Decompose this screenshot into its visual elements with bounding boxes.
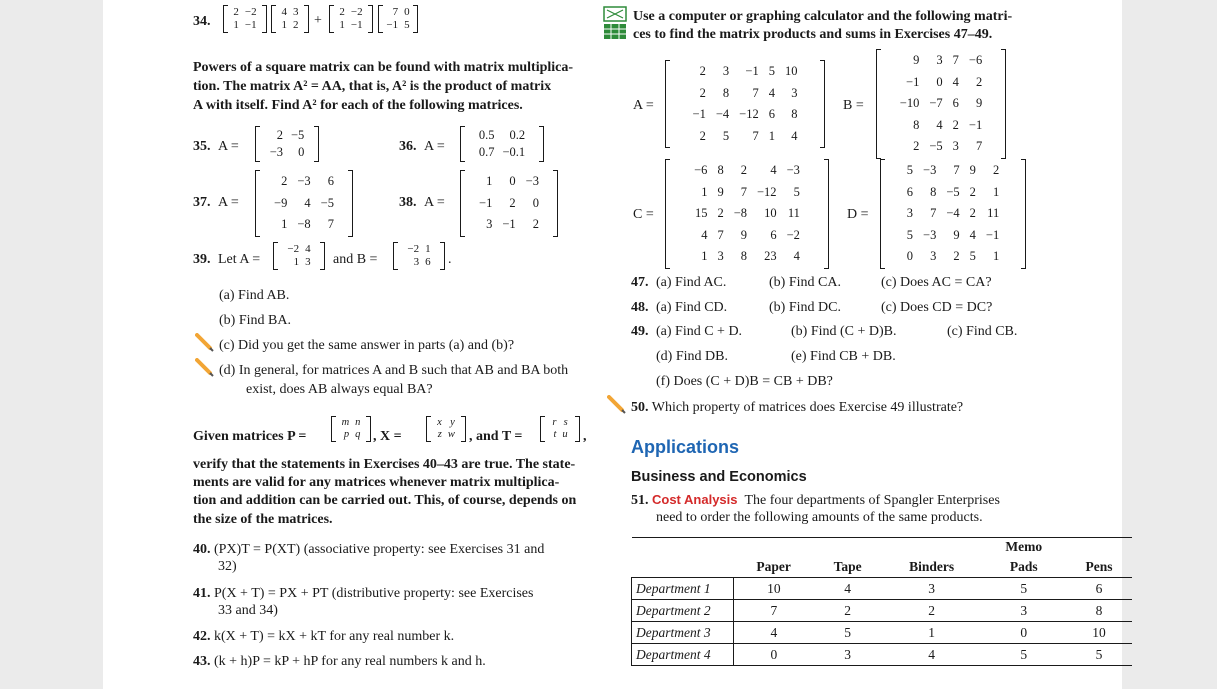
pencil-icon: [195, 358, 215, 378]
exercise-40-number: 40.: [193, 542, 211, 557]
matrix-entry: 4: [770, 163, 777, 177]
matrix-entry: −7: [929, 96, 943, 110]
matrix-entry: −2: [407, 243, 420, 255]
matrix-entry: 6: [770, 227, 777, 242]
table-cell: 10: [1066, 622, 1132, 644]
matrix-entry: −12: [739, 107, 759, 121]
matrix-entry: n: [355, 417, 361, 428]
matrix-entry: 2: [969, 206, 976, 220]
matrix-entry: 2: [975, 74, 983, 89]
matrix-entry: 3: [722, 64, 730, 78]
matrix-entry: 6: [425, 256, 431, 268]
matrix-entry: −4: [715, 107, 730, 121]
matrix-entry: 2: [699, 64, 706, 78]
table-cell: 6: [1066, 578, 1132, 600]
matrix-entry: −3: [923, 163, 937, 177]
ex37-label: A =: [218, 195, 239, 210]
matrix-entry: m: [341, 417, 350, 428]
table-head-top-5: [1066, 538, 1132, 557]
exercise-48-number: 48.: [631, 300, 649, 315]
matrix-entry: 7: [953, 163, 960, 177]
ex49e: (e) Find CB + DB.: [791, 349, 896, 364]
matrix-entry: 4: [281, 6, 287, 18]
table-cell: 7: [734, 600, 814, 622]
table-cell: Department 2: [632, 600, 734, 622]
matrix-entry: 6: [952, 96, 959, 110]
ex49f: (f) Does (C + D)B = CB + DB?: [656, 374, 833, 389]
ex39b: [219, 311, 291, 331]
matrix-entry: 5: [906, 163, 914, 177]
matrix-a: [665, 61, 825, 147]
matrix-entry: 9: [740, 227, 747, 242]
table-head-pads: Pads: [982, 557, 1066, 578]
matrix-entry: −1: [479, 195, 493, 210]
table-row: [632, 600, 1133, 622]
matrix-entry: −2: [786, 227, 800, 242]
given-text: Given matrices P =: [193, 429, 307, 444]
pencil-icon: [607, 395, 627, 415]
matrix-entry: p: [343, 429, 350, 440]
table-head-paper: Paper: [734, 557, 814, 578]
matrix-entry: −3: [525, 174, 539, 188]
ex43-text: (k + h)P = kP + hP for any real numbers k and h.: [214, 654, 486, 669]
ex39a-label: (a): [219, 288, 235, 303]
matrix-entry: 7: [930, 206, 937, 220]
matrix-entry: 2: [532, 217, 539, 231]
matrix-entry: 1: [339, 19, 345, 31]
exercise-34-number: 34.: [193, 14, 211, 29]
matrix-entry: 2: [699, 85, 706, 100]
matrix-entry: −3: [786, 163, 800, 177]
table-cell: 3: [882, 578, 982, 600]
matrix-entry: −1: [968, 117, 983, 132]
matrix-entry: 2: [699, 128, 706, 143]
matrix-entry: 0: [298, 145, 305, 159]
ex39-let-a: Let A =: [218, 252, 261, 267]
ex50-text: Which property of matrices does Exercise 49 illustrate?: [651, 400, 964, 415]
matrix-entry: −2: [244, 6, 257, 18]
ex36-label: A =: [424, 139, 445, 154]
matrix-entry: 7: [740, 184, 747, 199]
given-end: ,: [583, 429, 587, 444]
matrix-entry: 2: [913, 139, 920, 153]
matrix-c: [665, 160, 829, 268]
matrix-entry: 6: [906, 184, 914, 199]
matrix-entry: −1: [386, 19, 399, 31]
matrix-x: [426, 417, 466, 441]
calc-instructions-line-2: ces to find the matrix products and sums in Exercises 47–49.: [633, 27, 993, 42]
matrix-entry: 2: [992, 163, 1000, 177]
table-cell: Department 4: [632, 644, 734, 666]
matrix-entry: 0.5: [478, 128, 495, 142]
table-head-tape: Tape: [814, 557, 882, 578]
ex34-matrix-3: [329, 6, 373, 32]
business-heading: Business and Economics: [631, 469, 807, 485]
matrix-entry: 1: [992, 249, 1000, 263]
ex40-line-2: 32): [218, 559, 237, 574]
matrix-entry: 11: [787, 206, 800, 220]
verify-line-1: verify that the statements in Exercises 40–43 are true. The state-: [193, 457, 576, 472]
ex39-and-b: and B =: [333, 252, 378, 267]
matrix-entry: −0.1: [502, 145, 526, 159]
table-head-top-3: [882, 538, 982, 557]
matrix-entry: 4: [701, 227, 708, 242]
matrix-entry: 1: [701, 184, 708, 199]
ex39-matrix-a: [273, 243, 325, 269]
ex39c-text: Did you get the same answer in parts (a) and (b)?: [238, 338, 515, 353]
exercise-37-number: 37.: [193, 195, 211, 210]
ex39d-label: (d): [219, 363, 236, 378]
matrix-t: [540, 417, 580, 441]
matrix-c-label: C =: [633, 207, 654, 222]
given-t: , and T =: [469, 429, 523, 444]
matrix-entry: 0: [509, 174, 516, 188]
ex39b-text: Find BA.: [238, 313, 291, 328]
matrix-entry: −1: [502, 217, 516, 231]
ex39c: [219, 336, 514, 356]
matrix-entry: 4: [768, 85, 775, 100]
table-head-0: [632, 557, 734, 578]
textbook-page: [103, 0, 1122, 689]
matrix-entry: −1: [244, 19, 257, 31]
matrix-entry: 1: [486, 174, 493, 188]
matrix-entry: 3: [791, 85, 798, 100]
matrix-entry: −5: [291, 128, 305, 142]
ex49a: (a) Find C + D.: [656, 324, 743, 339]
matrix-entry: −2: [350, 6, 363, 18]
matrix-entry: −1: [692, 107, 706, 121]
ex37-matrix: [255, 171, 353, 236]
matrix-entry: 9: [953, 227, 960, 242]
table-cell: 3: [982, 600, 1066, 622]
exercise-42-number: 42.: [193, 629, 211, 644]
ex41-line-1: P(X + T) = PX + PT (distributive property: see Exercises: [214, 586, 534, 601]
table-head-top-1: [734, 538, 814, 557]
matrix-entry: 7: [327, 217, 334, 231]
table-cell: 4: [734, 622, 814, 644]
ex34-plus: +: [314, 13, 322, 28]
ex36-matrix: [460, 127, 544, 161]
matrix-entry: −5: [320, 195, 334, 210]
matrix-entry: 1: [701, 249, 708, 263]
table-head-binders: Binders: [882, 557, 982, 578]
table-cell: 2: [882, 600, 982, 622]
matrix-entry: 9: [975, 96, 983, 110]
matrix-entry: 8: [913, 117, 920, 132]
matrix-entry: −5: [929, 139, 943, 153]
matrix-entry: 3: [486, 217, 493, 231]
table-cell: 0: [982, 622, 1066, 644]
exercise-42: [193, 627, 454, 647]
exercise-39-number: 39.: [193, 252, 211, 267]
matrix-entry: 1: [425, 243, 431, 255]
matrix-entry: x: [437, 417, 442, 428]
matrix-entry: 9: [969, 163, 976, 177]
table-head-top-4: Memo: [982, 538, 1066, 557]
matrix-a-label: A =: [633, 98, 654, 113]
matrix-entry: 5: [793, 184, 800, 199]
matrix-entry: 8: [717, 163, 724, 177]
table-cell: 8: [1066, 600, 1132, 622]
table-cell: 5: [1066, 644, 1132, 666]
matrix-entry: 1: [768, 128, 775, 143]
matrix-entry: −3: [269, 145, 283, 159]
matrix-entry: −8: [297, 217, 311, 231]
matrix-entry: 7: [975, 139, 983, 153]
table-cell: Department 3: [632, 622, 734, 644]
matrix-d-label: D =: [847, 207, 869, 222]
exercise-35-number: 35.: [193, 139, 211, 154]
matrix-entry: 9: [717, 184, 724, 199]
matrix-entry: 7: [717, 227, 724, 242]
ex39-end: .: [448, 252, 452, 267]
matrix-entry: 2: [339, 6, 345, 18]
matrix-entry: 3: [936, 53, 943, 67]
matrix-entry: −1: [745, 64, 759, 78]
matrix-entry: 8: [722, 85, 730, 100]
ex34-matrix-1: [223, 6, 267, 32]
verify-line-2: ments are valid for any matrices whenever matrix multiplica-: [193, 475, 560, 490]
given-x: , X =: [373, 429, 402, 444]
calculator-icon: [603, 6, 627, 40]
matrix-entry: 0: [906, 249, 914, 263]
table-cell: 0: [734, 644, 814, 666]
ex39b-label: (b): [219, 313, 236, 328]
ex47a: (a) Find AC.: [656, 275, 727, 290]
matrix-entry: 2: [740, 163, 747, 177]
matrix-entry: 2: [233, 6, 239, 18]
matrix-entry: 0: [936, 74, 943, 89]
matrix-entry: 5: [906, 227, 914, 242]
table-cell: 5: [814, 622, 882, 644]
matrix-entry: −3: [923, 227, 937, 242]
matrix-entry: 3: [293, 6, 299, 18]
table-cell: 5: [982, 578, 1066, 600]
matrix-entry: −12: [757, 184, 777, 199]
ex39d-line-2: exist, does AB always equal BA?: [246, 382, 433, 397]
exercise-50: [631, 398, 963, 418]
table-cell: Department 1: [632, 578, 734, 600]
matrix-entry: 10: [784, 64, 798, 78]
matrix-entry: −5: [946, 184, 960, 199]
matrix-entry: −1: [906, 74, 920, 89]
exercise-38-number: 38.: [399, 195, 417, 210]
matrix-entry: 3: [413, 256, 420, 268]
matrix-entry: 8: [740, 249, 747, 263]
matrix-entry: 11: [987, 206, 1000, 220]
ex47b: (b) Find CA.: [769, 275, 841, 290]
ex39d-line-1: In general, for matrices A and B such that AB and BA both: [238, 363, 569, 378]
matrix-d: [880, 160, 1026, 268]
ex35-matrix: [255, 127, 319, 161]
matrix-entry: 7: [752, 128, 759, 143]
matrix-entry: 5: [768, 64, 775, 78]
matrix-entry: −6: [968, 53, 983, 67]
table-row: [632, 578, 1133, 600]
exercise-51-number: 51.: [631, 493, 649, 508]
exercise-43: [193, 652, 486, 672]
ex39a: [219, 286, 289, 306]
exercise-36-number: 36.: [399, 139, 417, 154]
matrix-entry: 23: [764, 249, 777, 263]
ex51-line-1: The four departments of Spangler Enterprises: [744, 493, 1000, 508]
matrix-p: [331, 417, 371, 441]
ex35-label: A =: [218, 139, 239, 154]
matrix-entry: −1: [985, 227, 1000, 242]
matrix-entry: 2: [952, 117, 959, 132]
matrix-entry: −3: [297, 174, 311, 188]
powers-intro-line-2: tion. The matrix A² = AA, that is, A² is the product of matrix: [193, 79, 552, 94]
matrix-entry: 2: [717, 206, 724, 220]
matrix-entry: −9: [274, 195, 288, 210]
table-cell: 2: [814, 600, 882, 622]
ex40-line-1: (PX)T = P(XT) (associative property: see Exercises 31 and: [214, 542, 545, 557]
matrix-entry: y: [450, 417, 455, 428]
table-row: [632, 622, 1133, 644]
ex51-line-2: need to order the following amounts of the same products.: [656, 510, 983, 525]
table-cell: 5: [982, 644, 1066, 666]
ex47c: (c) Does AC = CA?: [881, 275, 992, 290]
ex42-text: k(X + T) = kX + kT for any real number k.: [214, 629, 455, 644]
matrix-entry: 4: [952, 74, 959, 89]
matrix-entry: 5: [722, 128, 730, 143]
pencil-icon: [195, 333, 215, 353]
ex49c: (c) Find CB.: [947, 324, 1018, 339]
matrix-entry: 0: [404, 6, 410, 18]
matrix-entry: 2: [281, 174, 288, 188]
matrix-entry: 2: [276, 128, 283, 142]
matrix-entry: −8: [733, 206, 747, 220]
matrix-entry: 3: [305, 256, 311, 268]
powers-intro-line-1: Powers of a square matrix can be found with matrix multiplica-: [193, 60, 574, 75]
matrix-entry: 1: [233, 19, 239, 31]
powers-intro-line-3: A with itself. Find A² for each of the following matrices.: [193, 98, 523, 113]
table-head-top-0: [632, 538, 734, 557]
table-head-top-2: [814, 538, 882, 557]
ex48b: (b) Find DC.: [769, 300, 841, 315]
matrix-entry: 15: [694, 206, 708, 220]
matrix-entry: 4: [969, 227, 976, 242]
matrix-entry: 4: [791, 128, 798, 143]
matrix-b: [876, 50, 1006, 158]
matrix-entry: 7: [392, 6, 399, 18]
exercise-47-number: 47.: [631, 275, 649, 290]
matrix-entry: 2: [509, 195, 516, 210]
matrix-b-label: B =: [843, 98, 864, 113]
matrix-entry: 1: [281, 217, 288, 231]
ex41-line-2: 33 and 34): [218, 603, 278, 618]
ex39-matrix-b: [393, 243, 445, 269]
exercise-40: [193, 540, 544, 560]
ex39c-label: (c): [219, 338, 235, 353]
matrix-entry: 2: [293, 19, 299, 31]
table-row: [632, 644, 1133, 666]
calc-instructions-line-1: Use a computer or graphing calculator and the following matri-: [633, 9, 1013, 24]
table-head-pens: Pens: [1066, 557, 1132, 578]
exercise-49-number: 49.: [631, 324, 649, 339]
matrix-entry: −4: [946, 206, 960, 220]
matrix-entry: 0: [532, 195, 539, 210]
matrix-entry: 3: [952, 139, 959, 153]
matrix-entry: 7: [752, 85, 759, 100]
matrix-entry: u: [562, 429, 568, 440]
ex48a: (a) Find CD.: [656, 300, 728, 315]
matrix-entry: z: [437, 429, 442, 440]
matrix-entry: w: [447, 429, 455, 440]
matrix-entry: −2: [287, 243, 300, 255]
matrix-entry: 3: [906, 206, 914, 220]
ex49b: (b) Find (C + D)B.: [791, 324, 897, 339]
ex34-matrix-4: [378, 6, 418, 32]
table-cell: 1: [882, 622, 982, 644]
matrix-entry: −10: [899, 96, 920, 110]
matrix-entry: 2: [953, 249, 960, 263]
exercise-43-number: 43.: [193, 654, 211, 669]
table-cell: 4: [882, 644, 982, 666]
table-cell: 10: [734, 578, 814, 600]
matrix-entry: 3: [930, 249, 937, 263]
verify-line-3: tion and addition can be carried out. This, of course, depends on: [193, 493, 577, 508]
ex39a-text: Find AB.: [238, 288, 290, 303]
table-cell: 4: [814, 578, 882, 600]
matrix-entry: 4: [936, 117, 943, 132]
matrix-entry: 0.2: [509, 128, 526, 142]
matrix-entry: −1: [350, 19, 363, 31]
ex34-matrix-2: [271, 6, 309, 32]
matrix-entry: 4: [305, 243, 311, 255]
matrix-entry: 2: [969, 184, 976, 199]
ex48c: (c) Does CD = DC?: [881, 300, 993, 315]
ex39d: [219, 361, 568, 381]
matrix-entry: 8: [791, 107, 798, 121]
matrix-entry: 6: [768, 107, 775, 121]
ex38-label: A =: [424, 195, 445, 210]
exercise-50-number: 50.: [631, 400, 649, 415]
applications-heading: Applications: [631, 437, 740, 457]
exercise-41-number: 41.: [193, 586, 211, 601]
ex38-matrix: [460, 171, 558, 236]
matrix-entry: q: [355, 429, 361, 440]
matrix-entry: 9: [913, 53, 920, 67]
matrix-entry: 4: [304, 195, 311, 210]
department-order-table: [631, 537, 1132, 666]
matrix-entry: 6: [327, 174, 334, 188]
verify-line-4: the size of the matrices.: [193, 512, 333, 527]
ex51-title: Cost Analysis: [652, 492, 738, 507]
matrix-entry: 4: [793, 249, 800, 263]
matrix-entry: s: [563, 417, 568, 428]
matrix-entry: 1: [293, 256, 300, 268]
table-cell: 3: [814, 644, 882, 666]
matrix-entry: r: [552, 417, 557, 428]
matrix-entry: 10: [764, 206, 777, 220]
matrix-entry: t: [553, 429, 557, 440]
matrix-entry: 1: [281, 19, 287, 31]
matrix-entry: 3: [717, 249, 724, 263]
matrix-entry: 5: [969, 249, 976, 263]
matrix-entry: 0.7: [478, 145, 495, 159]
matrix-entry: 1: [992, 184, 1000, 199]
ex49d: (d) Find DB.: [656, 349, 728, 364]
matrix-entry: 8: [930, 184, 937, 199]
matrix-entry: 5: [404, 19, 410, 31]
matrix-entry: 7: [952, 53, 959, 67]
matrix-entry: −6: [694, 163, 708, 177]
